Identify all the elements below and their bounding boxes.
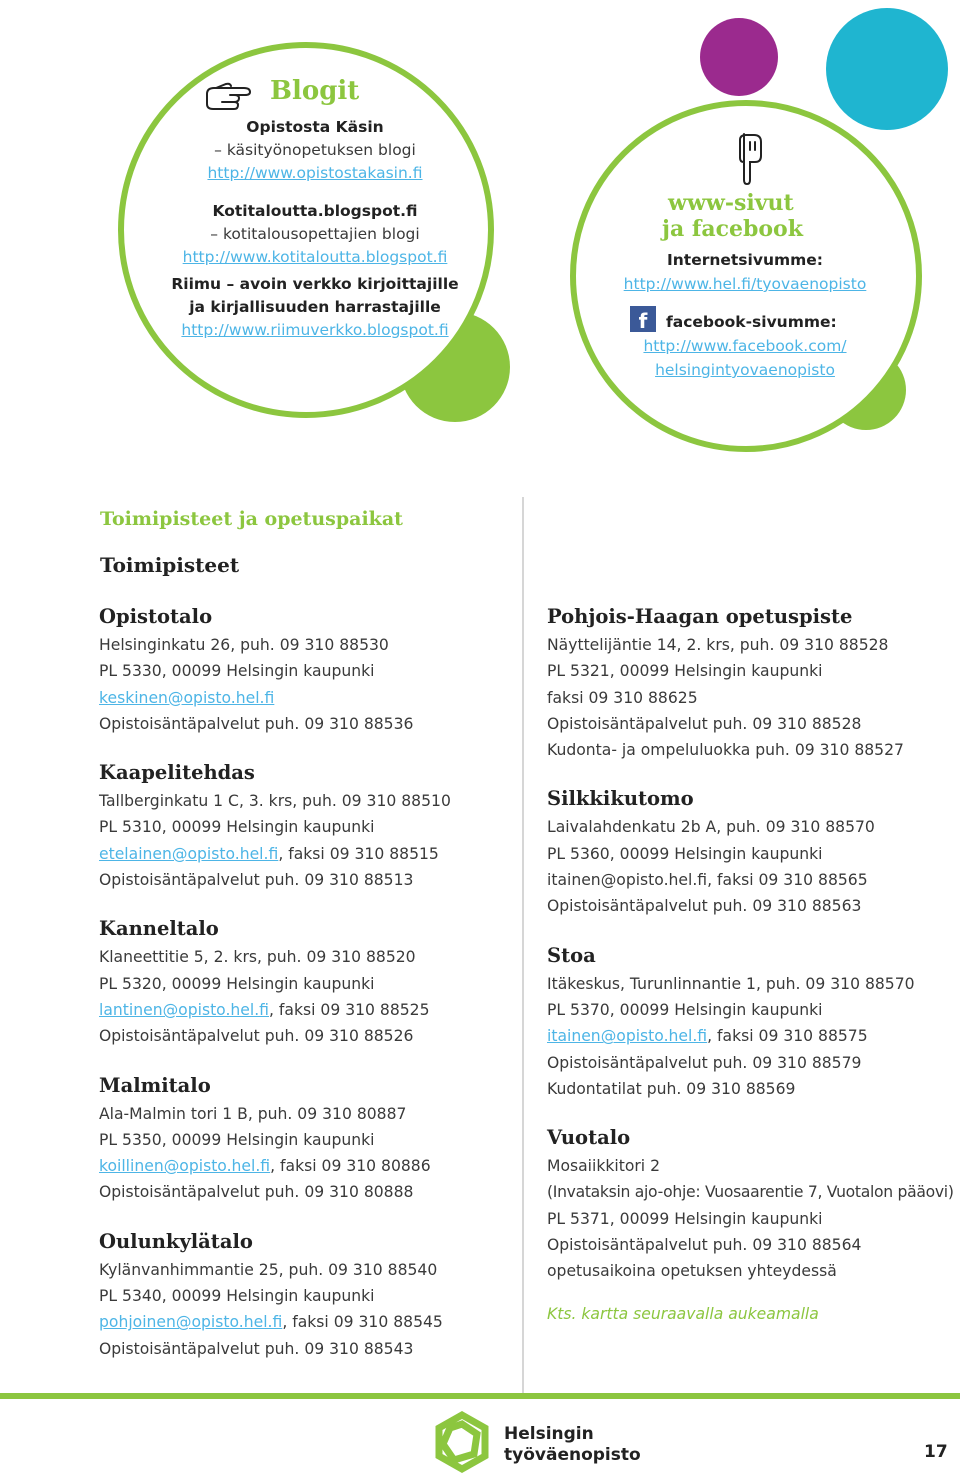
blog-2-name: Kotitaloutta.blogspot.fi	[212, 202, 418, 220]
service-line: Opistoisäntäpalvelut puh. 09 310 88564	[547, 1236, 862, 1255]
footer-org-line2: työväenopisto	[504, 1445, 641, 1465]
facebook-label-row	[600, 310, 890, 334]
service-line: Opistoisäntäpalvelut puh. 09 310 88579	[547, 1053, 862, 1072]
section-subtitle: Toimipisteet	[100, 553, 240, 577]
fax-text: , faksi 09 310 88575	[707, 1027, 868, 1046]
hours-line: opetusaikoina opetuksen yhteydessä	[547, 1262, 837, 1281]
fax-text: , faksi 09 310 88525	[269, 1000, 430, 1019]
facebook-icon: f	[630, 306, 656, 332]
blog-2-link[interactable]: http://www.kotitaloutta.blogspot.fi	[182, 248, 448, 266]
location-name: Silkkikutomo	[547, 787, 694, 811]
internet-label: Internetsivumme:	[666, 251, 823, 269]
service-line: Opistoisäntäpalvelut puh. 09 310 88563	[547, 897, 862, 916]
blogs-list	[150, 116, 480, 342]
footer-org	[504, 1424, 641, 1466]
location-name: Vuotalo	[547, 1126, 631, 1150]
address-line: Tallberginkatu 1 C, 3. krs, puh. 09 310 88510	[99, 792, 451, 811]
email-link[interactable]: itainen@opisto.hel.fi	[547, 1027, 708, 1046]
location-pohjois-haaga	[547, 604, 960, 763]
blog-3-link[interactable]: http://www.riimuverkko.blogspot.fi	[181, 321, 449, 339]
footer-rule	[0, 1393, 960, 1399]
location-malmitalo	[99, 1073, 519, 1206]
fax-text: , faksi 09 310 80886	[270, 1157, 431, 1176]
directions-line: (Invataksin ajo-ohje: Vuosaarentie 7, Vuotalon pääovi)	[547, 1183, 954, 1202]
location-name: Malmitalo	[99, 1073, 211, 1097]
address-line: Ala-Malmin tori 1 B, puh. 09 310 80887	[99, 1104, 407, 1123]
page-number: 17	[924, 1442, 948, 1462]
section-title: Toimipisteet ja opetuspaikat	[100, 508, 403, 530]
address-line: Kylänvanhimmantie 25, puh. 09 310 88540	[99, 1260, 438, 1279]
location-oulunkylatalo	[99, 1229, 519, 1362]
location-opistotalo	[99, 604, 519, 737]
email-link[interactable]: keskinen@opisto.hel.fi	[99, 688, 275, 707]
address-line: Klaneettitie 5, 2. krs, puh. 09 310 88520	[99, 948, 416, 967]
column-divider	[522, 497, 524, 1395]
email-fax-line: itainen@opisto.hel.fi, faksi 09 310 88565	[547, 871, 868, 890]
address-line: Itäkeskus, Turunlinnantie 1, puh. 09 310 88570	[547, 974, 915, 993]
postal-line: PL 5360, 00099 Helsingin kaupunki	[547, 844, 823, 863]
web-info	[600, 248, 890, 382]
footer-org-line1: Helsingin	[504, 1424, 594, 1444]
pointing-down-hand-icon	[736, 132, 766, 190]
blog-2-desc: – kotitalousopettajien blogi	[210, 225, 420, 243]
blogs-title: Blogit	[270, 76, 360, 106]
postal-line: PL 5340, 00099 Helsingin kaupunki	[99, 1287, 375, 1306]
postal-line: PL 5310, 00099 Helsingin kaupunki	[99, 818, 375, 837]
service-line: Opistoisäntäpalvelut puh. 09 310 88536	[99, 714, 414, 733]
postal-line: PL 5370, 00099 Helsingin kaupunki	[547, 1000, 823, 1019]
postal-line: PL 5350, 00099 Helsingin kaupunki	[99, 1130, 375, 1149]
service-line: Opistoisäntäpalvelut puh. 09 310 88528	[547, 714, 862, 733]
internet-link[interactable]: http://www.hel.fi/tyovaenopisto	[623, 275, 867, 293]
fax-text: , faksi 09 310 88545	[282, 1313, 443, 1332]
address-line: Helsinginkatu 26, puh. 09 310 88530	[99, 636, 389, 654]
pointing-hand-icon	[204, 82, 262, 116]
location-stoa	[547, 943, 960, 1102]
postal-line: PL 5321, 00099 Helsingin kaupunki	[547, 662, 823, 681]
web-title-line2: ja facebook	[662, 216, 803, 242]
location-name: Oulunkylätalo	[99, 1229, 253, 1253]
service-line: Opistoisäntäpalvelut puh. 09 310 80888	[99, 1183, 414, 1202]
service-line: Opistoisäntäpalvelut puh. 09 310 88526	[99, 1027, 414, 1046]
cyan-dot	[826, 8, 948, 130]
weaving-line: Kudontatilat puh. 09 310 88569	[547, 1079, 796, 1098]
location-silkkikutomo	[547, 786, 960, 919]
blog-1-desc: – käsityönopetuksen blogi	[214, 141, 416, 159]
blog-3-name-cont: ja kirjallisuuden harrastajille	[189, 298, 441, 316]
map-note: Kts. kartta seuraavalla aukeamalla	[547, 1304, 819, 1323]
blog-3-name: Riimu – avoin verkko kirjoittajille	[171, 275, 459, 293]
postal-line: PL 5330, 00099 Helsingin kaupunki	[99, 662, 375, 681]
logo-icon	[430, 1410, 494, 1478]
email-link[interactable]: koillinen@opisto.hel.fi	[99, 1157, 271, 1176]
postal-line: PL 5320, 00099 Helsingin kaupunki	[99, 974, 375, 993]
purple-dot	[700, 18, 778, 96]
classroom-line: Kudonta- ja ompeluluokka puh. 09 310 88527	[547, 741, 904, 760]
service-line: Opistoisäntäpalvelut puh. 09 310 88513	[99, 871, 414, 890]
location-kanneltalo	[99, 916, 519, 1049]
location-vuotalo	[547, 1125, 960, 1284]
blog-1-link[interactable]: http://www.opistostakasin.fi	[207, 164, 423, 182]
address-line: Näyttelijäntie 14, 2. krs, puh. 09 310 88528	[547, 636, 889, 654]
location-name: Opistotalo	[99, 605, 213, 628]
postal-line: PL 5371, 00099 Helsingin kaupunki	[547, 1209, 823, 1228]
address-line: Mosaiikkitori 2	[547, 1157, 661, 1176]
fax-text: , faksi 09 310 88515	[278, 844, 439, 863]
location-name: Kaapelitehdas	[99, 761, 255, 785]
address-line: Laivalahdenkatu 2b A, puh. 09 310 88570	[547, 818, 875, 837]
web-title-line1: www-sivut	[668, 190, 794, 216]
email-link[interactable]: pohjoinen@opisto.hel.fi	[99, 1313, 283, 1332]
location-name: Pohjois-Haagan opetuspiste	[547, 605, 853, 628]
location-name: Kanneltalo	[99, 917, 219, 941]
fax-line: faksi 09 310 88625	[547, 688, 698, 707]
facebook-link-2[interactable]: helsingintyovaenopisto	[655, 361, 835, 379]
facebook-label: facebook-sivumme:	[666, 313, 837, 331]
location-kaapelitehdas	[99, 760, 519, 893]
email-link[interactable]: etelainen@opisto.hel.fi	[99, 844, 279, 863]
facebook-link-1[interactable]: http://www.facebook.com/	[643, 337, 847, 355]
right-column	[547, 604, 960, 1327]
email-link[interactable]: lantinen@opisto.hel.fi	[99, 1000, 269, 1019]
left-column	[99, 604, 519, 1385]
service-line: Opistoisäntäpalvelut puh. 09 310 88543	[99, 1339, 414, 1358]
blog-1-name: Opistosta Käsin	[246, 118, 384, 136]
location-name: Stoa	[547, 943, 596, 967]
